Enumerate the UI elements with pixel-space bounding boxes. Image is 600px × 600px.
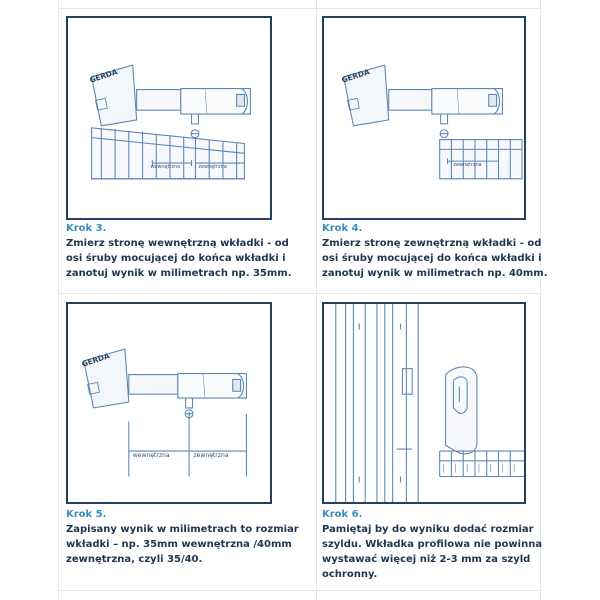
step-4-title: Krok 4. [322,223,363,234]
measure-label-outer: zewnętrzna [198,164,227,170]
cylinder-measure-outer-illustration [324,18,524,218]
cylinder-measure-inner-illustration [68,18,270,218]
step-5-caption [66,507,304,567]
brand-label: GERDA [80,351,111,369]
result-label-outer: zewnętrzna [193,451,229,459]
grid-line [58,0,59,600]
step-4-illustration [322,16,526,220]
grid-line [58,8,540,9]
step-5-description: Zapisany wynik w milimetrach to rozmiar wkładki – np. 35mm wewnętrzna /40mm zewnętrzna, czyli 35/40. [66,524,299,565]
grid-line [58,590,540,591]
result-label-inner: wewnętrzna [132,451,170,459]
step-3-description: Zmierz stronę wewnętrzną wkładki - od osi śruby mocującej do końca wkładki i zanotuj wynik w milimetrach np. 35mm. [66,238,292,279]
step-4-caption [322,221,560,281]
step-6-caption [322,507,560,582]
step-3-title: Krok 3. [66,223,107,234]
measure-label-inner: wewnętrzna [150,164,181,170]
measure-label-outer: zewnętrzna [453,162,482,169]
step-4-description: Zmierz stronę zewnętrzną wkładki - od osi śruby mocującej do końca wkładki i zanotuj wynik w milimetrach np. 40mm. [322,238,548,279]
grid-line [58,293,540,294]
cylinder-result-illustration [68,304,270,502]
step-3-caption [66,221,304,281]
step-6-description: Pamiętaj by do wyniku dodać rozmiar szyldu. Wkładka profilowa nie powinna wystawać więcej niż 2-3 mm za szyld ochronny. [322,524,543,580]
step-5-title: Krok 5. [66,509,107,520]
step-6-illustration [322,302,526,504]
grid-line [316,0,317,600]
door-frame-illustration [324,304,524,502]
step-6-title: Krok 6. [322,509,363,520]
step-5-illustration [66,302,272,504]
brand-label: GERDA [340,67,371,85]
brand-label: GERDA [88,67,119,85]
step-3-illustration [66,16,272,220]
